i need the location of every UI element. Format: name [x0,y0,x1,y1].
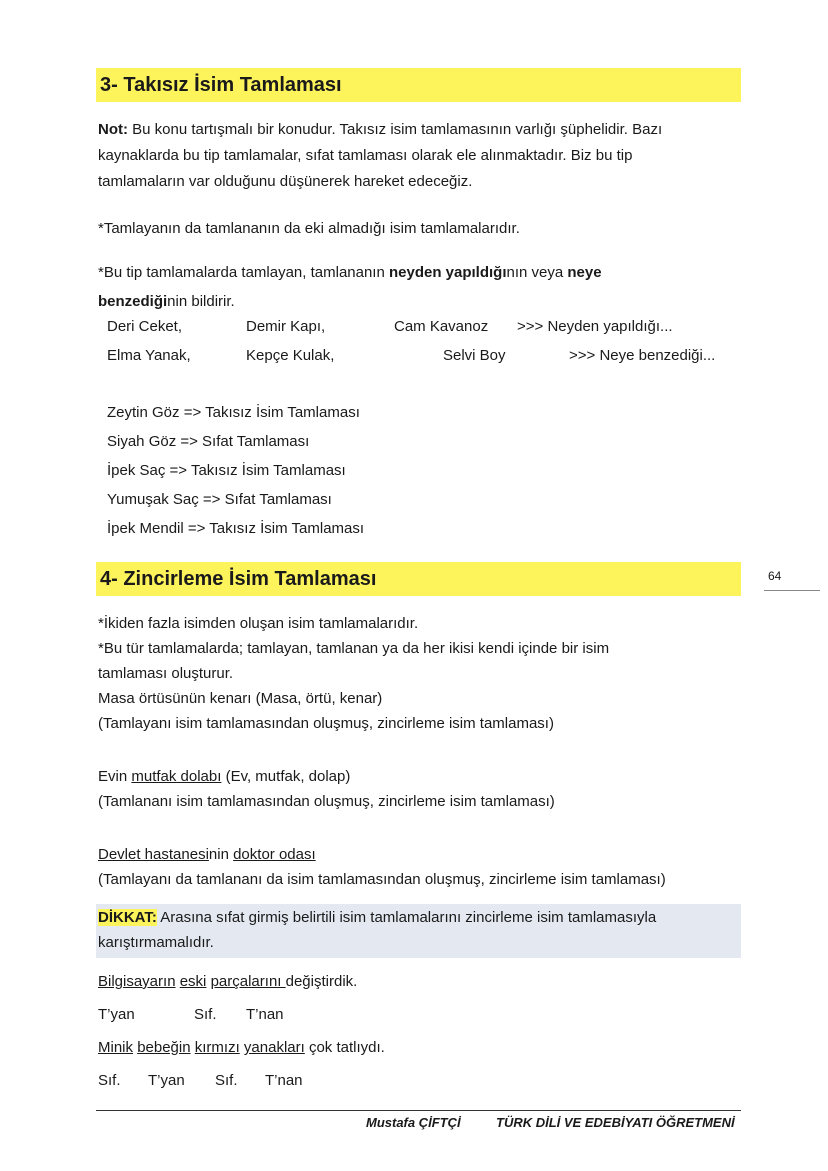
s2-label-4: T’nan [265,1072,303,1089]
example-2-3: Selvi Boy [443,347,506,364]
example-2-block [98,764,738,814]
note-paragraph [98,117,738,195]
footer-role: TÜRK DİLİ VE EDEBİYATI ÖĞRETMENİ [496,1115,735,1130]
s4-line-2: *Bu tür tamlamalarda; tamlayan, tamlanan ya da her ikisi kendi içinde bir isim [98,640,610,657]
section-3-title: 3- Takısız İsim Tamlaması [96,68,741,102]
ex2-a: Evin [98,768,132,785]
rule-2 [98,258,738,316]
rule-1: *Tamlayanın da tamlananın da eki almadığı isim tamlamalarıdır. [98,220,520,237]
s2-label-3: Sıf. [215,1072,238,1089]
s2-e: çok tatlıydı. [304,1039,385,1056]
s1-label-3: T’nan [246,1006,284,1023]
s1-d: değiştirdik. [285,973,358,990]
list-item: İpek Saç => Takısız İsim Tamlaması [107,462,346,479]
s1-b: eski [179,973,207,990]
s2-c: kırmızı [194,1039,240,1056]
example-2-2: Kepçe Kulak, [246,347,335,364]
dikkat-label: DİKKAT: [98,909,157,926]
s1-a: Bilgisayarın [98,973,176,990]
example-2-1: Elma Yanak, [107,347,191,364]
s2-a: Minik [98,1039,134,1056]
section-4-intro [98,611,738,736]
example-1-3: Cam Kavanoz [394,318,489,335]
ex2-c: (Ev, mutfak, dolap) [221,768,351,785]
rule-2-b: neyden yapıldığı [388,264,507,281]
s1-c: parçalarını [210,973,286,990]
example-1-1: Deri Ceket, [107,318,183,335]
ex3-c: doktor odası [233,846,316,863]
page-number-divider [764,590,820,591]
list-item: İpek Mendil => Takısız İsim Tamlaması [107,520,365,537]
s1-label-1: T’yan [98,1006,135,1023]
s2-d: yanakları [243,1039,305,1056]
dikkat-line-1: Arasına sıfat girmiş belirtili isim tamlamalarını zincirleme isim tamlamasıyla [156,909,657,926]
note-line-1: Bu konu tartışmalı bir konudur. Takısız isim tamlamasının varlığı şüphelidir. Bazı [128,121,663,138]
rule-2-a: *Bu tip tamlamalarda tamlayan, tamlananın [98,264,389,281]
ex2-note: (Tamlananı isim tamlamasından oluşmuş, zincirleme isim tamlaması) [98,793,555,810]
page-number: 64 [768,569,782,583]
s4-line-3: tamlaması oluşturur. [98,665,234,682]
list-item: Yumuşak Saç => Sıfat Tamlaması [107,491,332,508]
example-3-block [98,842,738,892]
s4-line-5: (Tamlayanı isim tamlamasından oluşmuş, zincirleme isim tamlaması) [98,715,554,732]
example-1-2: Demir Kapı, [246,318,326,335]
rule-2-e: benzediği [98,293,168,310]
ex3-b: nin [208,846,234,863]
ex3-a: Devlet hastanesi [98,846,209,863]
s4-line-1: *İkiden fazla isimden oluşan isim tamlamalarıdır. [98,615,419,632]
list-item: Siyah Göz => Sıfat Tamlaması [107,433,310,450]
rule-2-d: neye [567,264,602,281]
sentence-2 [98,1039,385,1056]
s1-label-2: Sıf. [194,1006,217,1023]
ex3-note: (Tamlayanı da tamlananı da isim tamlamasından oluşmuş, zincirleme isim tamlaması) [98,871,666,888]
s2-label-2: T’yan [148,1072,185,1089]
footer-divider [96,1110,741,1111]
sentence-1 [98,973,357,990]
s2-label-1: Sıf. [98,1072,121,1089]
list-item: Zeytin Göz => Takısız İsim Tamlaması [107,404,360,421]
rule-2-c: nın veya [506,264,568,281]
note-label: Not: [98,121,128,138]
s4-line-4: Masa örtüsünün kenarı (Masa, örtü, kenar) [98,690,383,707]
note-line-3: tamlamaların var olduğunu düşünerek hareket edeceğiz. [98,173,473,190]
footer-author: Mustafa ÇİFTÇİ [366,1115,461,1130]
note-line-2: kaynaklarda bu tip tamlamalar, sıfat tamlaması olarak ele alınmaktadır. Biz bu tip [98,147,633,164]
dikkat-text [98,905,738,955]
example-2-4: >>> Neye benzediği... [569,347,716,364]
rule-2-f: nin bildirir. [167,293,235,310]
example-1-4: >>> Neyden yapıldığı... [517,318,673,335]
s2-b: bebeğin [137,1039,191,1056]
dikkat-line-2: karıştırmamalıdır. [98,934,214,951]
section-4-title: 4- Zincirleme İsim Tamlaması [96,562,741,596]
ex2-b: mutfak dolabı [131,768,222,785]
